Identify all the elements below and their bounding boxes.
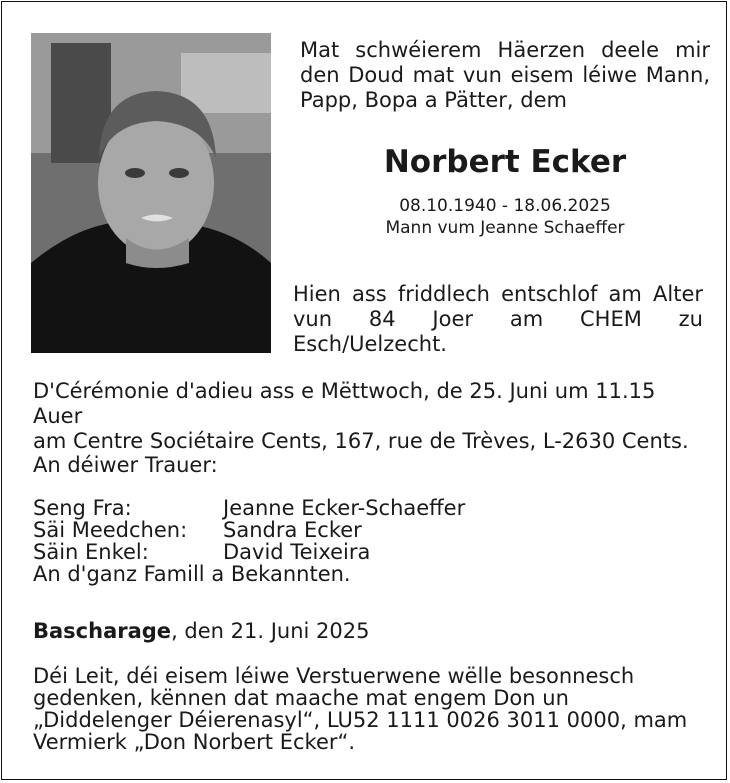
family-line: An d'ganz Famill a Bekannten. [33, 562, 351, 586]
donation-line: Déi Leit, déi eisem léiwe Verstuerwene wëlle besonnesch [33, 664, 635, 688]
ceremony-line: am Centre Sociétaire Cents, 167, rue de Trèves, L-2630 Cents. [33, 429, 689, 453]
mourner-row [33, 497, 465, 519]
donation-line: Vermierk „Don Norbert Ecker“. [33, 730, 356, 754]
portrait-photo [31, 33, 271, 353]
deceased-name: Norbert Ecker [383, 144, 627, 180]
mourners-heading: An déiwer Trauer: [33, 453, 218, 477]
mourner-relation: Säi Meedchen: [33, 518, 188, 542]
obituary-notice [1, 1, 727, 780]
ceremony-info [33, 379, 708, 454]
mourner-relation: Säin Enkel: [33, 540, 149, 564]
death-line: Esch/Uelzecht. [293, 332, 447, 356]
mourners-list [33, 497, 465, 585]
intro-text: Mat schwéierem Häerzen deele mir den Doud mat vun eisem léiwe Mann, Papp, Bopa a Pätter, dem [300, 38, 710, 112]
mourner-relation: Seng Fra: [33, 496, 132, 520]
place-name: Bascharage [33, 619, 172, 643]
mourner-names: Sandra Ecker [223, 518, 362, 542]
notice-date: , den 21. Juni 2025 [171, 619, 370, 643]
portrait-illustration [31, 33, 271, 353]
death-notice [293, 282, 703, 357]
death-line: Hien ass friddlech entschlof am Alter [293, 282, 703, 306]
life-dates: 08.10.1940 - 18.06.2025 [399, 196, 611, 216]
mourner-names: Jeanne Ecker-Schaeffer [223, 496, 466, 520]
death-line: vun 84 Joer am CHEM zu [293, 307, 703, 331]
spouse-line: Mann vum Jeanne Schaeffer [385, 218, 625, 238]
ceremony-line: D'Cérémonie d'adieu ass e Mëttwoch, de 25. Juni um 11.15 Auer [33, 379, 656, 428]
donation-line: gedenken, kënnen dat maache mat engem Don un [33, 686, 569, 710]
mourner-row [33, 519, 465, 541]
mourner-names: David Teixeira [223, 540, 371, 564]
mourner-row [33, 541, 465, 563]
place-date [33, 619, 370, 643]
donation-info [33, 665, 708, 753]
donation-line: „Diddelenger Déierenasyl“, LU52 1111 0026 3011 0000, mam [33, 708, 688, 732]
